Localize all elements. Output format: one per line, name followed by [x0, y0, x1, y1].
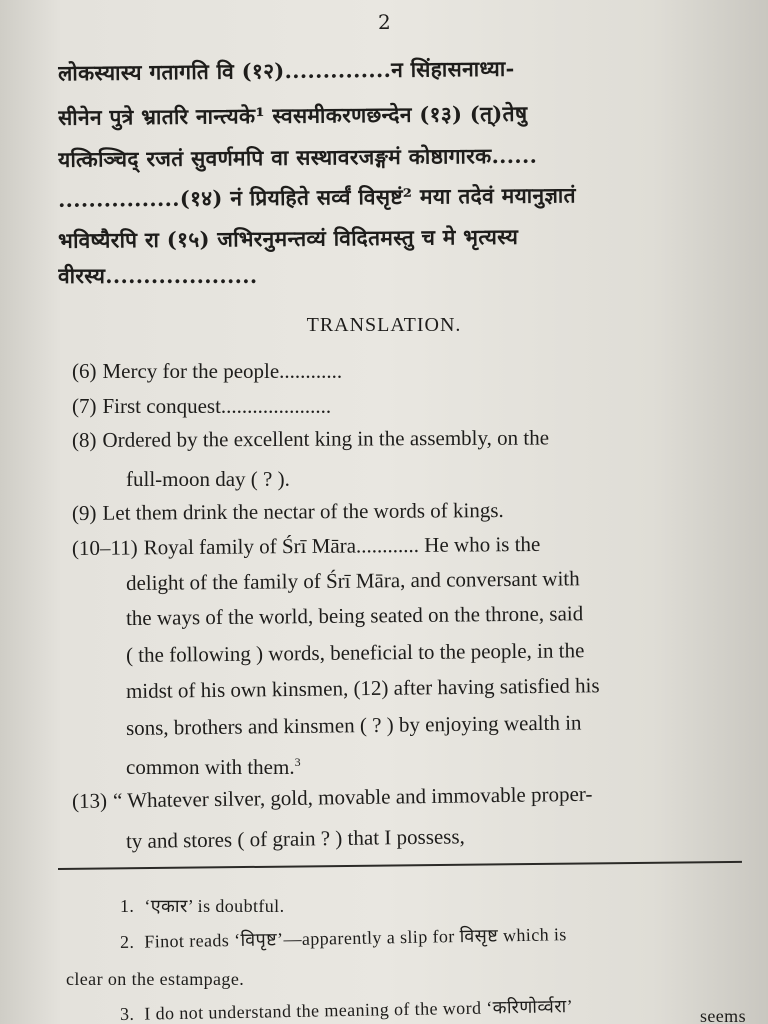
footnote-3-tail: seems [700, 1006, 746, 1024]
sanskrit-line-4: ................(१४) नं प्रियहिते सर्व्वं विसृष्टं² मया तदेवं मयानुज्ञातं [57, 182, 576, 212]
footnote-number: 2. [119, 931, 135, 952]
line-text: First conquest..................... [102, 394, 332, 418]
translation-line-10-cont-3: ( the following ) words, beneficial to the people, in the [125, 638, 585, 667]
translation-line-7 [72, 394, 331, 419]
translation-line-10-cont-5: sons, brothers and kinsmen ( ? ) by enjoying wealth in [125, 710, 582, 740]
line-text: “ Whatever silver, gold, movable and immovable proper- [112, 781, 593, 813]
sanskrit-line-3: यत्किञ्चिद् रजतं सुवर्णमपि वा सस्थावरजङ्गमं कोष्ठागारक...... [57, 142, 538, 172]
line-number: (9) [71, 500, 97, 525]
footnote-2-cont: clear on the estampage. [66, 969, 245, 989]
page-number: 2 [378, 10, 391, 34]
line-text: Ordered by the excellent king in the assembly, on the [102, 425, 550, 452]
translation-line-10-cont-1: delight of the family of Śrī Māra, and conversant with [125, 566, 580, 595]
footnote-3 [120, 994, 573, 1024]
translation-line-10-cont-2: the ways of the world, being seated on the throne, said [125, 601, 584, 630]
translation-line-6 [72, 359, 342, 384]
footnote-1 [120, 894, 284, 918]
footnote-number: 1. [120, 896, 135, 916]
line-number: (6) [72, 359, 97, 383]
line-text: common with them. [126, 755, 295, 779]
footnote-text: ‘एकार’ is doubtful. [144, 896, 285, 916]
translation-line-10-cont-4: midst of his own kinsmen, (12) after having satisfied his [125, 673, 600, 703]
translation-line-13-cont: ty and stores ( of grain ? ) that I possess, [125, 824, 465, 853]
line-number: (8) [71, 427, 97, 452]
translation-line-8 [72, 426, 549, 453]
line-number: (13) [71, 788, 108, 813]
sanskrit-line-5: भविष्यैरपि रा (१५) जभिरनुमन्तव्यं विदितमस्तु च मे भृत्यस्य [57, 223, 519, 253]
footnote-number: 3. [119, 1003, 135, 1024]
footnote-divider [58, 861, 742, 870]
translation-line-10-11 [72, 532, 541, 561]
translation-line-9 [72, 498, 504, 526]
sanskrit-line-1: लोकस्यास्य गतागति वि (१२)..............न सिंहासनाध्या- [57, 55, 515, 86]
sanskrit-line-2: सीनेन पुत्रे भ्रातरि नान्त्यके¹ स्वसमीकरणछन्देन (१३) (त्)तेषु [57, 100, 528, 130]
translation-line-10-cont-6 [126, 755, 301, 780]
line-text: Royal family of Śrī Māra............ He who is the [143, 531, 541, 560]
footnote-ref-3: 3 [294, 755, 301, 769]
translation-line-8-cont: full-moon day ( ? ). [126, 467, 290, 491]
line-number: (7) [72, 394, 97, 418]
line-text: Let them drink the nectar of the words of kings. [102, 497, 504, 525]
line-number: (10–11) [71, 535, 138, 560]
line-text: Mercy for the people............ [102, 359, 343, 383]
translation-heading: TRANSLATION. [306, 314, 462, 336]
sanskrit-line-6: वीरस्य.................... [58, 263, 258, 288]
footnote-text: Finot reads ‘विपृष्ट’—apparently a slip for विसृष्ट which is [144, 924, 567, 952]
footnote-2 [120, 922, 567, 954]
footnote-text: I do not understand the meaning of the word ‘करिणोर्व्वरा’ [144, 996, 574, 1024]
translation-line-13 [72, 782, 593, 814]
